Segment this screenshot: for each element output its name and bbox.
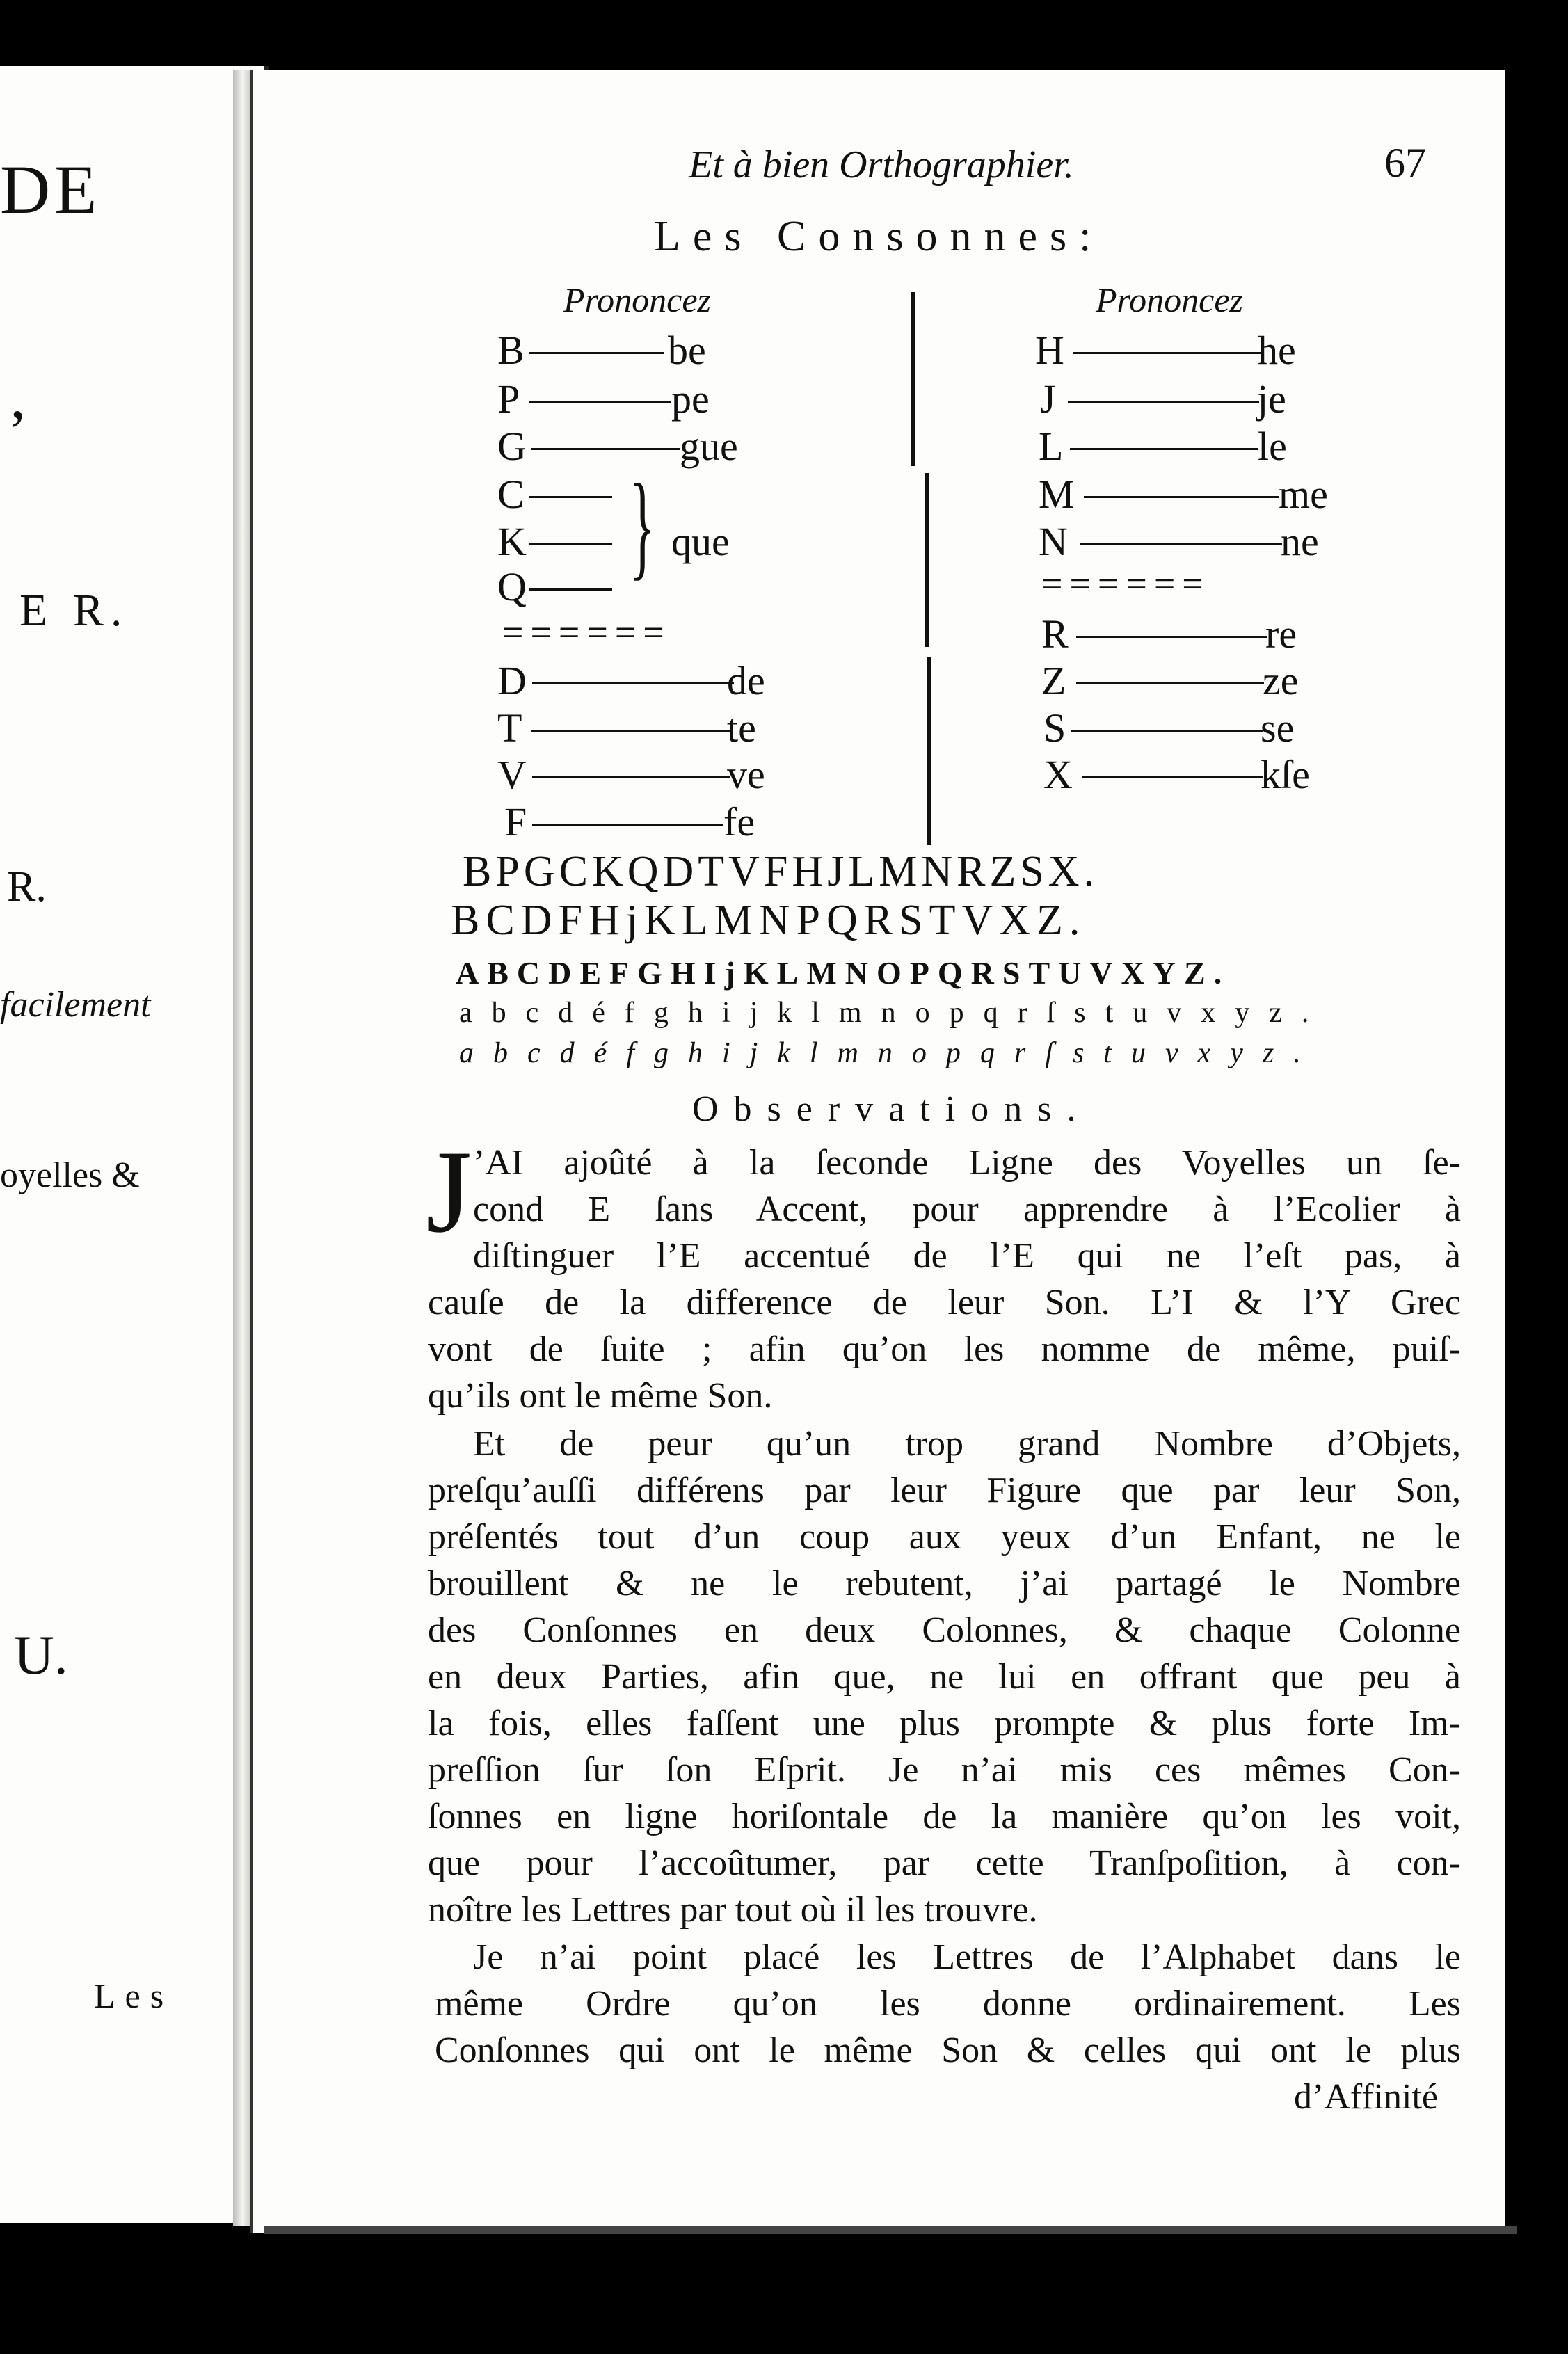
text-line: preſqu’auſſi différens par leur Figure que par leur Son, (428, 1471, 1461, 1510)
consonant-sound: se (1261, 705, 1295, 751)
catchword: d’Affinité (1294, 2077, 1438, 2117)
alphabet-line-consonants-2: BCDFHjKLMNPQRSTVXZ. (451, 897, 1087, 944)
consonant-letter: C (497, 472, 525, 517)
left-catchword: Les (94, 1976, 174, 2015)
dash-line (1076, 682, 1264, 684)
right-column-caption: Prononcez (1096, 280, 1243, 319)
column-divider (911, 292, 915, 466)
consonant-row-p (497, 376, 748, 422)
consonant-row-c (497, 471, 637, 517)
dash-line (1082, 776, 1263, 778)
consonant-sound: ze (1263, 658, 1299, 703)
dash-line (531, 448, 680, 450)
alphabet-line-consonants-1: BPGCKQDTVFHJLMNRZSX. (463, 848, 1099, 895)
text-line: préſentés tout d’un coup aux yeux d’un Enfant, ne le (428, 1517, 1461, 1557)
text-line: brouillent & ne le rebutent, j’ai partagé le Nombre (428, 1564, 1461, 1603)
consonant-sound: te (727, 705, 756, 751)
dash-line (1071, 730, 1263, 732)
consonant-row-d (497, 657, 776, 703)
consonant-sound: je (1257, 376, 1286, 422)
consonant-letter: K (497, 519, 527, 564)
consonant-sound: me (1279, 472, 1328, 517)
consonant-row-f (504, 799, 783, 844)
consonant-letter: M (1039, 472, 1075, 517)
dash-line (532, 682, 734, 684)
left-fragment-u: U. (14, 1625, 68, 1686)
column-divider (925, 473, 929, 647)
consonant-letter: F (504, 799, 527, 844)
consonant-letter: B (497, 328, 525, 373)
alphabet-line-italic-lowercase: abcdéfghijklmnopqrſstuvxyz. (459, 1037, 1320, 1069)
consonant-sound: he (1258, 328, 1296, 373)
consonant-row-x (1043, 751, 1343, 797)
dash-line (529, 588, 612, 591)
alphabet-line-capitals: ABCDEFGHIjKLMNOPQRSTUVXYZ. (456, 955, 1231, 991)
consonant-letter: Z (1041, 658, 1066, 703)
consonant-sound: gue (680, 424, 738, 469)
right-column-separator: ====== (1041, 563, 1210, 604)
consonant-sound: le (1258, 424, 1287, 469)
running-head: Et à bien Orthographier. (689, 143, 1074, 186)
text-line: noître les Lettres par tout où il les trouvre. (428, 1890, 1038, 1930)
left-fragment-er: E R. (19, 585, 129, 636)
consonant-letter: D (497, 658, 527, 703)
dash-line (1070, 448, 1258, 450)
dash-line (531, 730, 733, 732)
consonant-sound: de (727, 658, 765, 703)
consonant-row-s (1043, 705, 1336, 751)
text-line: qu’ils ont le même Son. (428, 1376, 773, 1416)
text-line: vont de ſuite ; afin qu’on les nomme de même, puiſ- (428, 1329, 1461, 1369)
consonant-letter: X (1043, 752, 1073, 797)
consonant-row-l (1039, 423, 1317, 469)
consonant-row-g (497, 423, 748, 469)
text-line: Je n’ai point placé les Lettres de l’Alphabet dans le (473, 1937, 1461, 1977)
text-line: Et de peur qu’un trop grand Nombre d’Objets, (473, 1424, 1461, 1464)
consonant-row-m (1039, 471, 1331, 517)
dash-line (1080, 543, 1282, 545)
section-title: Les Consonnes: (654, 213, 1104, 260)
brace-sound: que (671, 519, 730, 564)
consonant-sound: be (668, 328, 706, 373)
left-column-separator: ====== (502, 611, 671, 653)
consonant-row-t (497, 705, 776, 751)
consonant-row-v (497, 751, 776, 797)
consonant-row-q (497, 563, 637, 609)
dash-line (1073, 352, 1261, 354)
consonant-row-z (1041, 657, 1334, 703)
consonant-letter: H (1035, 328, 1064, 373)
text-line: cond E ſans Accent, pour apprendre à l’Ecolier à (473, 1190, 1461, 1229)
consonant-sound: kſe (1261, 752, 1310, 797)
dash-line (529, 401, 671, 403)
consonant-row-r (1041, 611, 1334, 657)
text-line: des Conſonnes en deux Colonnes, & chaque Colonne (428, 1610, 1461, 1650)
left-fragment-r: R. (7, 863, 47, 911)
paragraph-2 (428, 1420, 1461, 1933)
observations-title: Observations. (692, 1089, 1091, 1129)
consonant-sound: ne (1281, 519, 1319, 564)
consonant-row-n (1039, 518, 1331, 564)
text-line: même Ordre qu’on les donne ordinairement. Les (435, 1984, 1461, 2024)
consonant-letter: V (497, 752, 527, 797)
paragraph-1 (428, 1139, 1461, 1419)
left-fragment-apostrophe: ’ (7, 398, 28, 467)
consonant-row-b (497, 327, 748, 373)
consonant-sound: re (1265, 611, 1297, 657)
page-edge (264, 2226, 1517, 2234)
consonant-letter: R (1041, 611, 1069, 657)
consonant-letter: G (497, 424, 527, 469)
dash-line (532, 824, 723, 826)
consonant-letter: T (497, 705, 522, 751)
consonant-sound: pe (671, 376, 710, 422)
consonant-letter: Q (497, 564, 527, 609)
paragraph-3 (435, 1934, 1461, 2074)
left-page (0, 66, 269, 2223)
text-line: preſſion ſur ſon Eſprit. Je n’ai mis ces mêmes Con- (428, 1750, 1461, 1790)
column-divider (927, 657, 931, 845)
consonant-sound: fe (723, 799, 755, 844)
drop-cap: J (426, 1126, 472, 1257)
left-fragment-voyelles: oyelles & (0, 1155, 140, 1195)
consonant-letter: N (1039, 519, 1068, 564)
text-line: ſonnes en ligne horiſontale de la manière qu’on les voit, (428, 1797, 1461, 1836)
dash-line (529, 496, 612, 498)
text-line: en deux Parties, afin que, ne lui en offrant que peu à (428, 1657, 1461, 1697)
curly-brace: } (630, 460, 655, 591)
left-fragment-facilement: facilement (0, 985, 151, 1025)
consonant-sound: ve (727, 752, 765, 797)
consonant-row-k (497, 518, 637, 564)
dash-line (1076, 636, 1267, 638)
text-line: cauſe de la difference de leur Son. L’I & l’Y Grec (428, 1283, 1461, 1322)
dash-line (532, 776, 730, 778)
consonant-letter: P (497, 376, 520, 422)
alphabet-line-roman-lowercase: abcdéfghijklmnopqrſstuvxyz. (459, 997, 1329, 1029)
text-line: que pour l’accoûtumer, par cette Tranſpoſition, à con- (428, 1843, 1461, 1883)
text-line: diſtinguer l’E accentué de l’E qui ne l’eſt pas, à (473, 1236, 1461, 1276)
text-line: ’AI ajoûté à la ſeconde Ligne des Voyelles un ſe- (473, 1143, 1461, 1183)
left-fragment-de: DE (0, 151, 102, 228)
text-line: la fois, elles faſſent une plus prompte & plus forte Im- (428, 1704, 1461, 1743)
consonant-letter: J (1040, 376, 1056, 422)
text-line: Conſonnes qui ont le même Son & celles qui ont le plus (435, 2031, 1461, 2070)
dash-line (529, 352, 664, 354)
dash-line (1068, 401, 1259, 403)
left-column-caption: Prononcez (563, 280, 711, 319)
consonant-letter: S (1043, 705, 1066, 751)
dash-line (1084, 496, 1279, 498)
consonant-row-h (1035, 327, 1313, 373)
consonant-letter: L (1039, 424, 1064, 469)
dash-line (529, 543, 612, 545)
page-number: 67 (1384, 140, 1426, 186)
consonant-row-j (1040, 376, 1318, 422)
